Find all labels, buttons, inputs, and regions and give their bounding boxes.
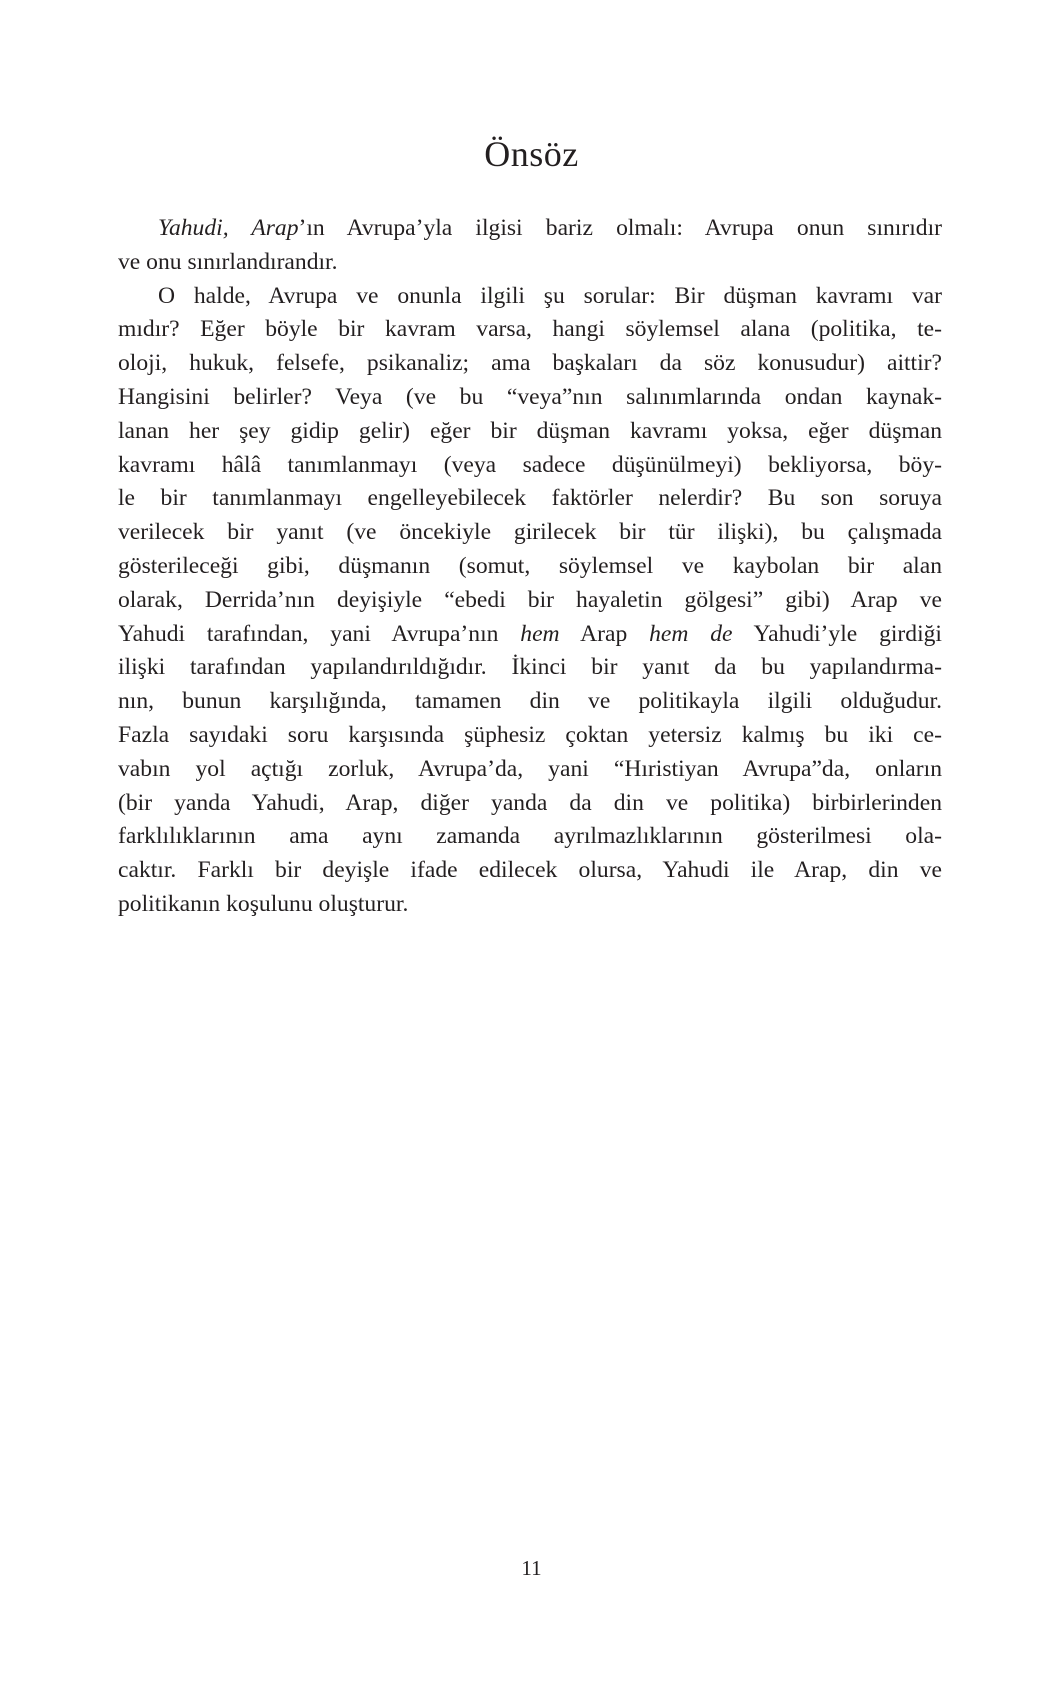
paragraph-line: farklılıklarının ama aynı zamanda ayrılmazlıklarının gösterilmesi ola- [118,823,942,850]
text-run: Yahudi’yle girdiği [732,620,942,647]
paragraph-line: mıdır? Eğer böyle bir kavram varsa, hangi söylemsel alana (politika, te- [118,316,942,343]
paragraph-1 [118,212,942,280]
paragraph-line [118,212,942,246]
paragraph-line: ve onu sınırlandırandır. [118,248,338,275]
page-title: Önsöz [484,134,579,174]
paragraph-2 [118,280,942,922]
paragraph-line: oloji, hukuk, felsefe, psikanaliz; ama başkaları da söz konusudur) aittir? [118,350,942,377]
paragraph-line: politikanın koşulunu oluşturur. [118,890,409,917]
paragraph-line: le bir tanımlanmayı engelleyebilecek faktörler nelerdir? Bu son soruya [118,485,942,512]
page-number: 11 [521,1556,542,1580]
paragraph-line: caktır. Farklı bir deyişle ifade edilecek olursa, Yahudi ile Arap, din ve [118,857,942,884]
body-text [118,212,942,922]
italic-phrase: hem de [649,620,733,647]
paragraph-line: O halde, Avrupa ve onunla ilgili şu sorular: Bir düşman kavramı var [158,282,942,309]
paragraph-line: nın, bunun karşılığında, tamamen din ve politikayla ilgili olduğudur. [118,688,942,715]
paragraph-line: gösterileceği gibi, düşmanın (somut, söylemsel ve kaybolan bir alan [118,552,942,579]
text-run: Yahudi tarafından, yani Avrupa’nın [118,620,521,647]
paragraph-line: verilecek bir yanıt (ve öncekiyle girilecek bir tür ilişki), bu çalışmada [118,519,942,546]
paragraph-line: Hangisini belirler? Veya (ve bu “veya”nın salınımlarında ondan kaynak- [118,383,942,410]
paragraph-line: Fazla sayıdaki soru karşısında şüphesiz çoktan yetersiz kalmış bu iki ce- [118,721,942,748]
italic-phrase: hem [520,620,560,647]
paragraph-line: vabın yol açtığı zorluk, Avrupa’da, yani “Hıristiyan Avrupa”da, onların [118,755,942,782]
text-run: Arap [559,620,650,647]
text-run: ’ın Avrupa’yla ilgisi bariz olmalı: Avrupa onun sınırıdır [298,215,942,241]
paragraph-line: kavramı hâlâ tanımlanmayı (veya sadece düşünülmeyi) bekliyorsa, böy- [118,451,942,478]
paragraph-line: lanan her şey gidip gelir) eğer bir düşman kavramı yoksa, eğer düşman [118,417,942,444]
italic-phrase: Yahudi, Arap [158,215,299,241]
paragraph-line: (bir yanda Yahudi, Arap, diğer yanda da din ve politika) birbirlerinden [118,789,942,816]
paragraph-line: olarak, Derrida’nın deyişiyle “ebedi bir hayaletin gölgesi” gibi) Arap ve [118,586,942,613]
paragraph-line [118,618,942,652]
paragraph-line: ilişki tarafından yapılandırıldığıdır. İkinci bir yanıt da bu yapılandırma- [118,654,942,681]
